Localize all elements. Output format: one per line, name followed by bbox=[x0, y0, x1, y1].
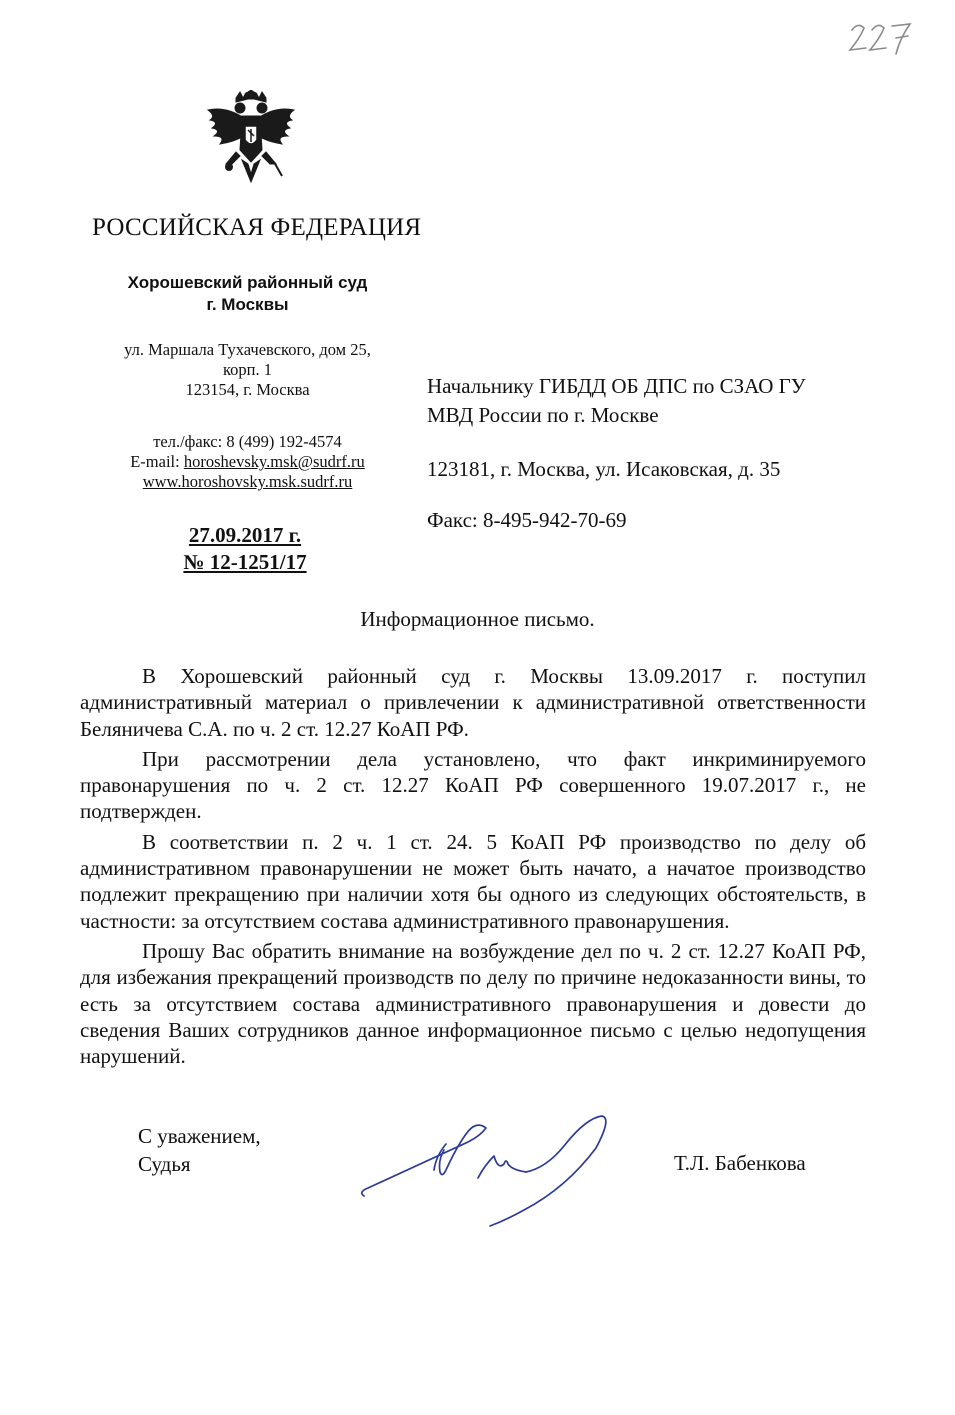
handwritten-signature bbox=[356, 1108, 621, 1233]
address-building: корп. 1 bbox=[222, 360, 272, 379]
recipient-address: 123181, г. Москва, ул. Исаковская, д. 35 bbox=[427, 457, 781, 481]
court-city-line: г. Москвы bbox=[206, 295, 289, 314]
recipient-line-1: Начальнику ГИБДД ОБ ДПС по СЗАО ГУ bbox=[427, 374, 806, 398]
court-contacts bbox=[90, 432, 405, 492]
body-paragraph: Прошу Вас обратить внимание на возбуждение дел по ч. 2 ст. 12.27 КоАП РФ, для избежания прекращений производств по делу по причине недоказанности вины, то есть за отсутствием состава административного правонарушения и довести до сведения Ваших сотрудников данное информационное письмо с целью недопущения нарушений. bbox=[80, 938, 866, 1069]
email-link[interactable]: horoshevsky.msk@sudrf.ru bbox=[183, 452, 365, 471]
address-city: 123154, г. Москва bbox=[185, 380, 310, 399]
coat-of-arms-icon bbox=[196, 90, 306, 200]
body-paragraph: В соответствии п. 2 ч. 1 ст. 24. 5 КоАП РФ производство по делу об административном правонарушении не может быть начато, а начатое производство подлежит прекращению при наличии хотя бы одного из следующих обстоятельств, в частности: за отсутствием состава административного правонарушения. bbox=[80, 829, 866, 933]
letter-number: № 12-1251/17 bbox=[183, 550, 307, 574]
handwritten-page-number bbox=[846, 18, 916, 58]
closing-block bbox=[138, 1122, 261, 1178]
body-paragraph: В Хорошевский районный суд г. Москвы 13.09.2017 г. поступил административный материал о привлечении к административной ответственности Беляничева С.А. по ч. 2 ст. 12.27 КоАП РФ. bbox=[80, 664, 866, 741]
court-name bbox=[90, 272, 405, 316]
court-address bbox=[90, 340, 405, 400]
court-name-line: Хорошевский районный суд bbox=[127, 273, 368, 292]
closing-regards: С уважением, bbox=[138, 1124, 261, 1148]
body-paragraph: При рассмотрении дела установлено, что факт инкриминируемого правонарушения по ч. 2 ст. 12.27 КоАП РФ совершенного 19.07.2017 г., не подтвержден. bbox=[80, 746, 866, 824]
closing-position: Судья bbox=[138, 1152, 191, 1176]
document-title: Информационное письмо. bbox=[360, 607, 595, 631]
letter-date: 27.09.2017 г. bbox=[188, 523, 302, 547]
email-line bbox=[90, 452, 405, 472]
website-link[interactable]: www.horoshovsky.msk.sudrf.ru bbox=[142, 472, 353, 491]
letter-body bbox=[80, 663, 866, 1073]
address-street: ул. Маршала Тухачевского, дом 25, bbox=[124, 340, 371, 359]
signer-name: Т.Л. Бабенкова bbox=[674, 1151, 806, 1175]
email-label: E-mail: bbox=[130, 452, 180, 471]
recipient-fax: Факс: 8-495-942-70-69 bbox=[427, 508, 627, 532]
phone-fax: тел./факс: 8 (499) 192-4574 bbox=[153, 432, 342, 451]
recipient-line-2: МВД России по г. Москве bbox=[427, 403, 659, 427]
recipient-name bbox=[427, 372, 887, 430]
registration-block bbox=[120, 522, 370, 576]
federation-heading: РОССИЙСКАЯ ФЕДЕРАЦИЯ bbox=[92, 214, 422, 241]
